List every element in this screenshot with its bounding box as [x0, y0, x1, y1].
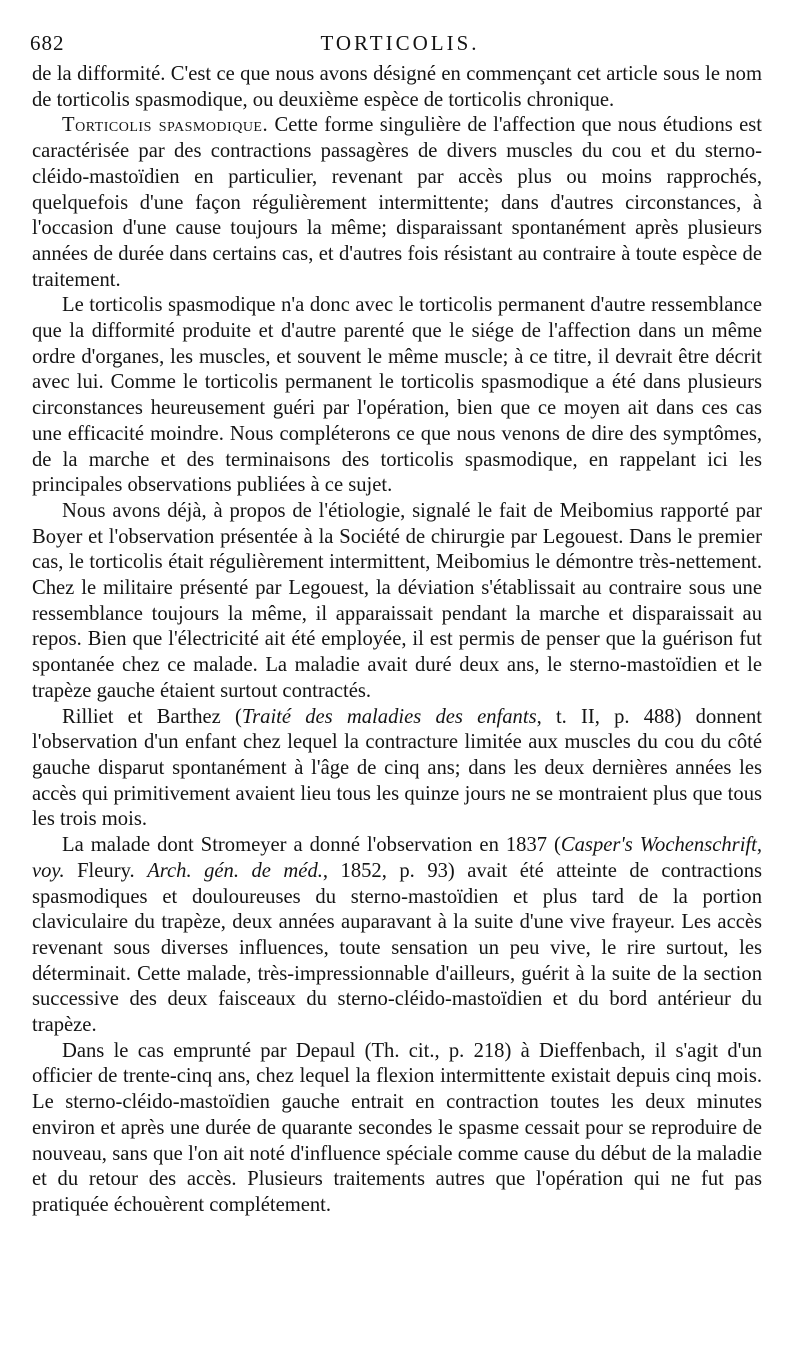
paragraph-text: Rilliet et Barthez ( [62, 705, 242, 728]
paragraph-text: Cette forme singulière de l'affection que nous étudions est caractérisée par des contractions passagères de divers muscles du cou et du sterno-cléido-mastoïdien en particulier, revenant par accès plus ou moins rapprochés, quelquefois d'une façon régulièrement intermittente; dans d'autres circonstances, à l'occasion d'une cause toujours la même; disparaissant spontanément après plusieurs années de durée dans certains cas, et d'autres fois résistant au contraire à toute espèce de traitement. [32, 114, 762, 291]
section-heading: Torticolis spasmodique. [62, 114, 269, 137]
paragraph-text: , 1852, p. 93) avait été atteinte de contractions spasmodiques et douloureuses du sterno-mastoïdien et plus tard de la portion claviculaire du trapèze, deux années auparavant à la suite d'une vive frayeur. Les accès revenant sous diverses influences, toute sensation un peu vive, le rire surtout, les déterminait. Cette malade, très-impressionnable d'ailleurs, guérit à la suite de la section successive des deux faisceaux du sterno-cléido-mastoïdien et du bord antérieur du trapèze. [32, 859, 763, 1037]
body-text [32, 62, 762, 1219]
page-header [30, 30, 770, 56]
running-title: TORTICOLIS. [320, 31, 480, 55]
citation-title: Traité des maladies des enfants [241, 705, 537, 728]
citation-title: Arch. gén. de méd. [147, 859, 323, 882]
paragraph-text: La malade dont Stromeyer a donné l'observation en 1837 ( [62, 834, 561, 857]
paragraph-dieffenbach: Dans le cas emprunté par Depaul (Th. cit., p. 218) à Dieffenbach, il s'agit d'un officier de trente-cinq ans, chez lequel la flexion intermittente existait depuis cinq mois. Le sterno-cléido-mastoïdien gauche entrait en contraction toutes les deux minutes environ et après une durée de quarante secondes le spasme cessait pour se reproduire de nouveau, sans que l'on ait noté d'influence spéciale comme cause du début de la maladie et du retour des accès. Plusieurs traitements autres que l'opération qui ne fut pas pratiquée échouèrent complétement. [32, 1039, 762, 1216]
citation-title: Casper's Wochenschrift, voy. [32, 834, 763, 882]
paragraph-stromeyer [32, 833, 762, 1039]
paragraph-rilliet-barthez [32, 705, 762, 834]
paragraph-text: Fleury. [64, 859, 148, 882]
paragraph-text: , t. II, p. 488) donnent l'observation d'un enfant chez lequel la contracture limitée aux muscles du cou du côté gauche disparut spontanément à l'âge de cinq ans; dans les deux dernières années les accès qui primitivement avaient lieu tous les quinze jours ne se montraient plus que tous les trois mois. [32, 705, 762, 831]
paragraph-torticolis-spasmodique [32, 113, 762, 293]
paragraph-meibomius: Nous avons déjà, à propos de l'étiologie, signalé le fait de Meibomius rapporté par Boyer et l'observation présentée à la Société de chirurgie par Legouest. Dans le premier cas, le torticolis était régulièrement intermittent, Meibomius le démontre très-nettement. Chez le militaire présenté par Legouest, la déviation s'établissait au contraire sous une ressemblance toujours la même, il apparaissait pendant la marche et disparaissait au repos. Bien que l'électricité ait été employée, il est permis de penser que la guérison fut spontanée chez ce malade. La maladie avait duré deux ans, le sterno-mastoïdien et le trapèze gauche étaient surtout contractés. [32, 499, 762, 702]
paragraph-comparison: Le torticolis spasmodique n'a donc avec le torticolis permanent d'autre ressemblance que la difformité produite et d'autre parenté que le siége de l'affection dans un même ordre d'organes, les muscles, et souvent le même muscle; à ce titre, il devrait être décrit avec lui. Comme le torticolis permanent le torticolis spasmodique a été dans plusieurs circonstances heureusement guéri par l'opération, bien que ce moyen ait dans ces cas une efficacité moindre. Nous compléterons ce que nous venons de dire des symptômes, de la marche et des terminaisons des torticolis spasmodique, en rappelant ici les principales observations publiées à ce sujet. [32, 294, 762, 497]
page-number: 682 [30, 31, 65, 55]
paragraph-continuation: de la difformité. C'est ce que nous avons désigné en commençant cet article sous le nom de torticolis spasmodique, ou deuxième espèce de torticolis chronique. [32, 63, 762, 111]
